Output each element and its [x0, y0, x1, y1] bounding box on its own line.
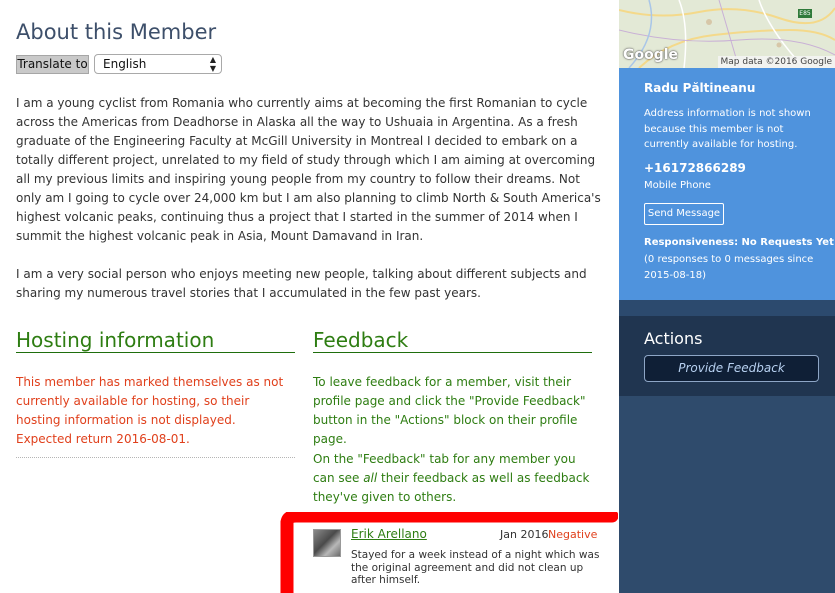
responsiveness-title: Responsiveness: No Requests Yet [644, 237, 834, 248]
phone-label: Mobile Phone [644, 180, 711, 191]
sidebar-filler [619, 396, 835, 593]
member-name: Radu Păltineanu [644, 81, 756, 95]
feedback-tab-note [313, 450, 598, 507]
feedback-instructions: To leave feedback for a member, visit their profile page and click the "Provide Feedback" button in the "Actions" block on their profile page. [313, 375, 586, 446]
hosting-divider [16, 352, 295, 353]
actions-title: Actions [644, 329, 703, 348]
bio-paragraph-1: I am a young cyclist from Romania who currently aims at becoming the first Romanian to cycle across the Americas from Deadhorse in Alaska all the way to Ushuaia in Argentina. As a fresh graduate of the Engineering Faculty at McGill University in Montreal I decided to embark on a totally different project, unrelated to my field of study through which I am aiming at overcoming all my previous limits and inspiring young people from my country to follow their dreams. Not only am I going to cycle over 24,000 km but I am also planning to climb North & South America's highest volcanic peaks, continuing thus a project that I started in the summer of 2014 when I summit the highest volcanic peak in Asia, Mount Damavand in Iran. [16, 96, 601, 243]
feedback-divider [313, 352, 592, 353]
feedback-author-link[interactable]: Erik Arellano [351, 527, 427, 541]
feedback-title: Feedback [313, 328, 409, 352]
provide-feedback-button[interactable]: Provide Feedback [644, 355, 819, 382]
hosting-notice [16, 373, 291, 449]
feedback-tab-note-emphasis: all [363, 471, 378, 485]
up-down-arrows-icon: ▲ ▼ [209, 55, 216, 73]
sidebar [619, 0, 835, 593]
actions-box [619, 316, 835, 396]
expected-return-text: Expected return 2016-08-01. [16, 432, 190, 446]
feedback-entry-text: Stayed for a week instead of a night which was the original agreement and did not clean up after himself. [351, 549, 600, 586]
google-logo: Google [623, 47, 679, 63]
about-member-title: About this Member [16, 20, 217, 44]
member-contact-box [619, 68, 835, 300]
phone-number: +16172866289 [644, 161, 746, 175]
feedback-date: Jan 2016 [500, 528, 549, 541]
responsiveness-detail: (0 responses to 0 messages since 2015-08-18) [644, 254, 814, 281]
bio-paragraph-2: I am a very social person who enjoys meeting new people, talking about different subjects and sharing my numerous travel stories that I accumulated in the few past years. [16, 267, 587, 300]
map-copyright: Map data ©2016 Google [718, 56, 835, 68]
road-label: E85 [799, 10, 811, 17]
feedback-type-badge: Negative [548, 528, 598, 541]
language-select[interactable] [94, 54, 222, 74]
hosting-unavailable-text: This member has marked themselves as not currently available for hosting, so their hosting information is not displayed. [16, 375, 284, 427]
feedback-tab-note-prefix: On the "Feedback" tab for any member you can see [313, 452, 576, 485]
address-note: Address information is not shown because this member is not currently available for hosting. [644, 108, 811, 150]
hosting-dotted-divider [16, 457, 295, 458]
location-map[interactable] [619, 0, 835, 68]
language-select-value: English [103, 57, 147, 71]
send-message-button[interactable]: Send Message [644, 203, 724, 225]
hosting-information-title: Hosting information [16, 328, 215, 352]
translate-button[interactable]: Translate to [16, 55, 89, 74]
feedback-author-avatar[interactable] [313, 529, 341, 557]
feedback-tab-note-suffix: their feedback as well as feedback they've given to others. [313, 471, 590, 504]
